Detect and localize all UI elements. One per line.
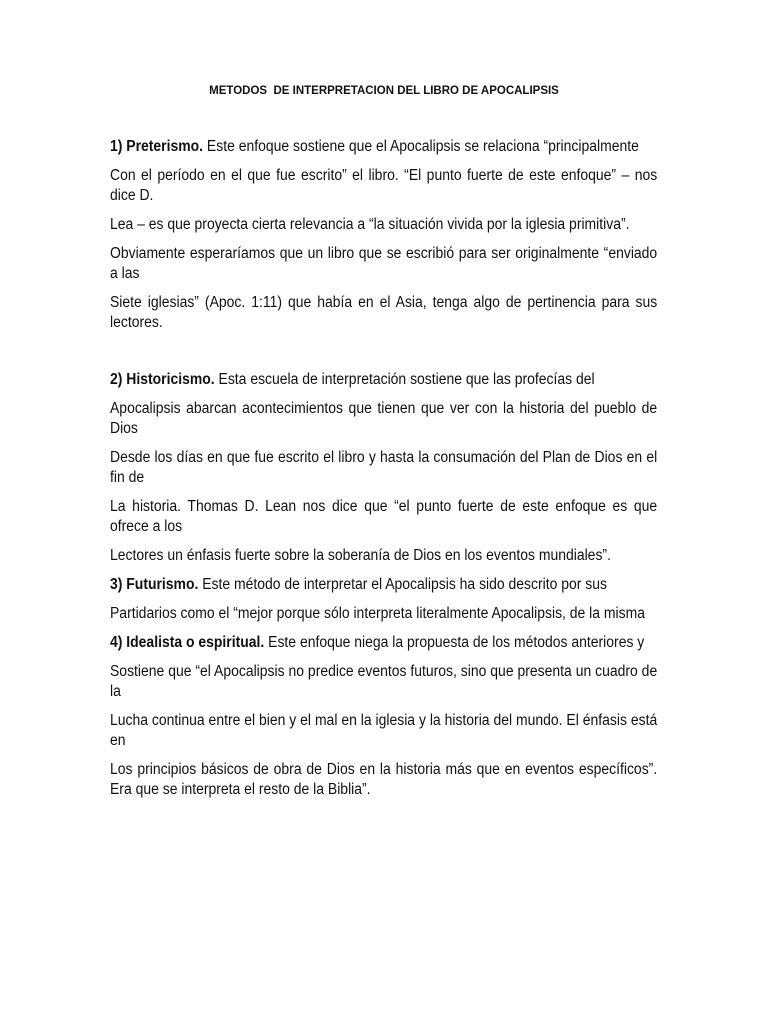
section-2-heading: 2) Historicismo. xyxy=(110,371,215,388)
section-3-paragraph-1 xyxy=(110,575,657,595)
document-title: METODOS DE INTERPRETACION DEL LIBRO DE APOCALIPSIS xyxy=(209,85,559,97)
section-4-intro-text: Este enfoque niega la propuesta de los métodos anteriores y xyxy=(264,634,645,651)
section-2-paragraph-5: Lectores un énfasis fuerte sobre la soberanía de Dios en los eventos mundiales”. xyxy=(110,547,611,564)
document-body xyxy=(110,137,657,809)
section-2-paragraph-3: Desde los días en que fue escrito el libro y hasta la consumación del Plan de Dios en el fin de xyxy=(110,449,658,486)
section-4-paragraph-1 xyxy=(110,633,657,653)
section-3-intro-text: Este método de interpretar el Apocalipsis ha sido descrito por sus xyxy=(198,576,608,593)
section-1-paragraph-5: Siete iglesias” (Apoc. 1:11) que había en el Asia, tenga algo de pertinencia para sus lectores. xyxy=(110,294,658,331)
section-4-heading: 4) Idealista o espiritual. xyxy=(110,634,265,651)
section-3-paragraph-2: Partidarios como el “mejor porque sólo interpreta literalmente Apocalipsis, de la misma xyxy=(110,605,645,622)
section-2-paragraph-1 xyxy=(110,370,657,390)
section-1-paragraph-1 xyxy=(110,137,657,157)
section-1-paragraph-3: Lea – es que proyecta cierta relevancia a “la situación vivida por la iglesia primitiva”. xyxy=(110,216,630,233)
section-spacer xyxy=(110,342,657,370)
section-3-heading: 3) Futurismo. xyxy=(110,576,199,593)
section-2-paragraph-4: La historia. Thomas D. Lean nos dice que “el punto fuerte de este enfoque es que ofrece a los xyxy=(110,498,658,535)
section-4-paragraph-4: Los principios básicos de obra de Dios en la historia más que en eventos específicos”. Era que se interpreta el resto de la Biblia”. xyxy=(110,761,658,798)
section-4-paragraph-3: Lucha continua entre el bien y el mal en la iglesia y la historia del mundo. El énfasis está en xyxy=(110,712,658,749)
section-2-paragraph-2: Apocalipsis abarcan acontecimientos que tienen que ver con la historia del pueblo de Dios xyxy=(110,400,658,437)
section-1-intro-text: Este enfoque sostiene que el Apocalipsis se relaciona “principalmente xyxy=(203,138,639,155)
section-2-intro-text: Esta escuela de interpretación sostiene que las profecías del xyxy=(214,371,595,388)
section-1-heading: 1) Preterismo. xyxy=(110,138,204,155)
section-1-paragraph-4: Obviamente esperaríamos que un libro que se escribió para ser originalmente “enviado a las xyxy=(110,245,658,282)
section-1-paragraph-2: Con el período en el que fue escrito” el libro. “El punto fuerte de este enfoque” – nos dice D. xyxy=(110,167,658,204)
section-4-paragraph-2: Sostiene que “el Apocalipsis no predice eventos futuros, sino que presenta un cuadro de la xyxy=(110,663,658,700)
